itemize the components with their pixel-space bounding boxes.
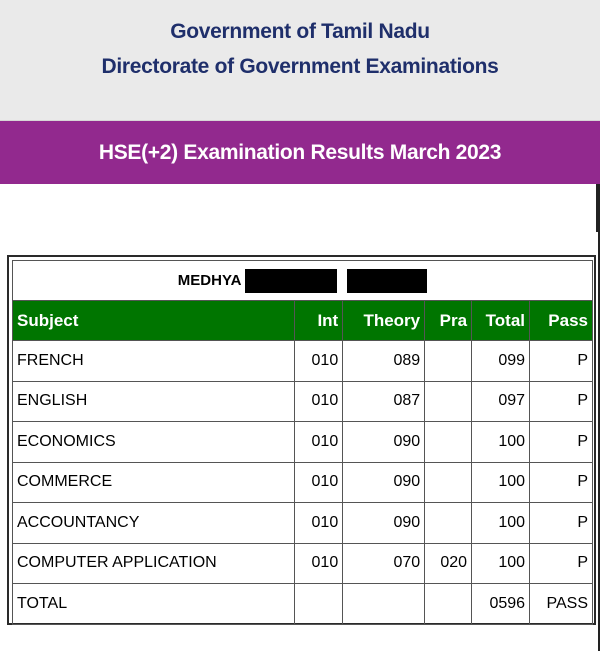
col-header-subject: Subject (13, 301, 295, 341)
total-cell: 100 (472, 503, 530, 544)
pass-cell: P (530, 341, 593, 382)
directorate-title: Directorate of Government Examinations (101, 55, 499, 78)
subject-cell: ACCOUNTANCY (13, 503, 295, 544)
table-row (13, 422, 593, 463)
empty-cell (425, 584, 472, 625)
table-row (13, 543, 593, 584)
col-header-pra: Pra (425, 301, 472, 341)
theory-cell: 089 (343, 341, 425, 382)
pass-cell: P (530, 543, 593, 584)
result-panel (7, 255, 596, 625)
grand-total: 0596 (472, 584, 530, 625)
total-cell: 100 (472, 422, 530, 463)
table-header-row (13, 301, 593, 341)
int-cell: 010 (295, 341, 343, 382)
pass-cell: P (530, 381, 593, 422)
pra-cell (425, 462, 472, 503)
subject-cell: ECONOMICS (13, 422, 295, 463)
total-cell: 099 (472, 341, 530, 382)
subject-cell: COMPUTER APPLICATION (13, 543, 295, 584)
table-row (13, 341, 593, 382)
subject-cell: FRENCH (13, 341, 295, 382)
pass-cell: P (530, 462, 593, 503)
total-cell: 100 (472, 543, 530, 584)
theory-cell: 090 (343, 503, 425, 544)
empty-cell (343, 584, 425, 625)
redacted-block (347, 269, 427, 293)
total-cell: 100 (472, 462, 530, 503)
subject-cell: COMMERCE (13, 462, 295, 503)
government-title: Government of Tamil Nadu (170, 20, 430, 43)
total-row (13, 584, 593, 625)
marks-table (12, 260, 593, 625)
table-row (13, 462, 593, 503)
table-row (13, 503, 593, 544)
theory-cell: 087 (343, 381, 425, 422)
int-cell: 010 (295, 422, 343, 463)
result-status: PASS (530, 584, 593, 625)
student-name-cell (13, 261, 593, 301)
subject-cell: ENGLISH (13, 381, 295, 422)
student-name: MEDHYA (177, 271, 241, 289)
total-label: TOTAL (13, 584, 295, 625)
pass-cell: P (530, 422, 593, 463)
results-banner: HSE(+2) Examination Results March 2023 (0, 121, 600, 184)
pass-cell: P (530, 503, 593, 544)
col-header-total: Total (472, 301, 530, 341)
redacted-block (245, 269, 337, 293)
pra-cell: 020 (425, 543, 472, 584)
pra-cell (425, 341, 472, 382)
table-row (13, 381, 593, 422)
int-cell: 010 (295, 381, 343, 422)
pra-cell (425, 422, 472, 463)
theory-cell: 070 (343, 543, 425, 584)
edge-bar (596, 184, 600, 232)
total-cell: 097 (472, 381, 530, 422)
theory-cell: 090 (343, 462, 425, 503)
col-header-pass: Pass (530, 301, 593, 341)
pra-cell (425, 503, 472, 544)
theory-cell: 090 (343, 422, 425, 463)
page-header (0, 0, 600, 121)
pra-cell (425, 381, 472, 422)
int-cell: 010 (295, 462, 343, 503)
empty-cell (295, 584, 343, 625)
int-cell: 010 (295, 503, 343, 544)
col-header-theory: Theory (343, 301, 425, 341)
col-header-int: Int (295, 301, 343, 341)
int-cell: 010 (295, 543, 343, 584)
